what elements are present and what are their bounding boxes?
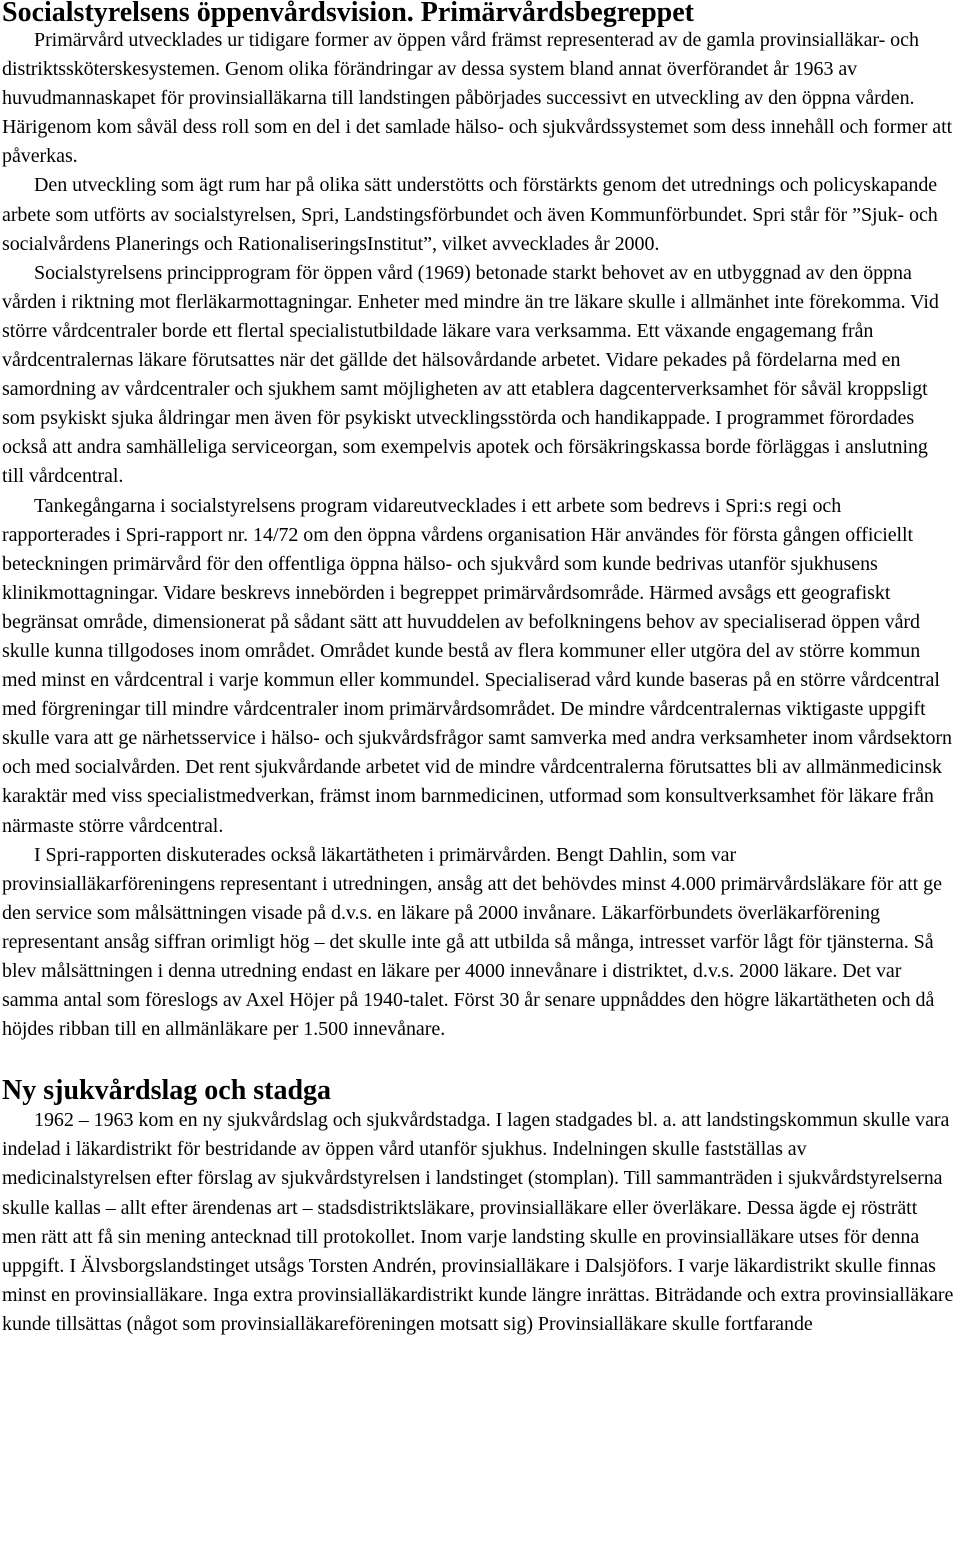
- paragraph: Den utveckling som ägt rum har på olika sätt understötts och förstärkts genom det utrednings och policyskapande arbete som utförts av socialstyrelsen, Spri, Landstingsförbundet och även Kommunförbundet. Spri står för ”Sjuk- och socialvårdens Planerings och RationaliseringsInstitut”, vilket avvecklades år 2000.: [2, 174, 938, 255]
- section-heading-primarvard: Socialstyrelsens öppenvårdsvision. Primärvårdsbegreppet: [2, 0, 694, 28]
- paragraph: I Spri-rapporten diskuterades också läkartätheten i primärvården. Bengt Dahlin, som var provinsialläkarföreningens representant i utredningen, ansåg att det behövdes minst 4.000 primärvårdsläkare för att ge den service som målsättningen visade på d.v.s. en läkare på 2000 invånare. Läkarförbundets överläkarförening representant ansåg siffran orimligt hög – det skulle inte gå att utbilda så många, intresset varför lågt för tjänsterna. Så blev målsättningen i denna utredning endast en läkare per 4000 innevånare i distriktet, d.v.s. 2000 läkare. Det var samma antal som föreslogs av Axel Höjer på 1940-talet. Först 30 år senare uppnåddes den högre läkartätheten och då höjdes ribban till en allmänläkare per 1.500 innevånare.: [2, 843, 942, 1041]
- section-heading-sjukvardslag: Ny sjukvårdslag och stadga: [2, 1075, 332, 1107]
- paragraph: 1962 – 1963 kom en ny sjukvårdslag och sjukvårdstadga. I lagen stadgades bl. a. att landstingskommun skulle vara indelad i läkardistrikt för bestridande av öppen vård utanför sjukhus. Indelningen skulle fastställas av medicinalstyrelsen efter förslag av sjukvårdstyrelsen i landstinget (stomplan). Till sammanträden i sjukvårdstyrelserna skulle kallas – allt efter ärendenas art – stadsdistriktsläkare, provinsialläkare eller överläkare. Dessa ägde ej rösträtt men rätt att få sin mening antecknad till protokollet. Inom varje landsting skulle en provinsialläkare utses för denna uppgift. I Älvsborgslandstinget utsågs Torsten Andrén, provinsialläkare i Dalsjöfors. I varje läkardistrikt skulle finnas minst en provinsialläkare. Inga extra provinsialläkardistrikt kunde längre inrättas. Biträdande och extra provinsialläkare kunde tillsättas (något som provinsialläkareföreningen motsatt sig) Provinsialläkare skulle fortfarande: [2, 1109, 954, 1335]
- paragraph: Primärvård utvecklades ur tidigare former av öppen vård främst representerad av de gamla provinsialläkar- och distriktssköterskesystemen. Genom olika förändringar av dessa system bland annat överförandet år 1963 av huvudmannaskapet för provinsialläkarna till landstingen påbörjades successivt en utveckling av den öppna vården. Härigenom kom såväl dess roll som en del i det samlade hälso- och sjukvårdssystemet som dess innehåll och former att påverkas.: [2, 29, 953, 168]
- paragraph: Socialstyrelsens principprogram för öppen vård (1969) betonade starkt behovet av en utbyggnad av den öppna vården i riktning mot flerläkarmottagningar. Enheter med mindre än tre läkare skulle i allmänhet inte förekomma. Vid större vårdcentraler borde ett flertal specialistutbildade läkare vara verksamma. Ett växande engagemang från vårdcentralernas läkare förutsattes när det gällde det hälsovårdande arbetet. Vidare pekades på fördelarna med en samordning av vårdcentraler och sjukhem samt möjligheten av att etablera dagcenterverksamhet för såväl kroppsligt som psykiskt sjuka åldringar men även för psykiskt utvecklingsstörda och handikappade. I programmet förordades också att andra samhälleliga serviceorgan, som exempelvis apotek och försäkringskassa borde förläggas i anslutning till vårdcentral.: [2, 261, 939, 488]
- section-body-sjukvardslag: [2, 1106, 954, 1339]
- paragraph: Tankegångarna i socialstyrelsens program vidareutvecklades i ett arbete som bedrevs i Spri:s regi och rapporterades i Spri-rapport nr. 14/72 om den öppna vårdens organisation Här användes för första gången officiellt beteckningen primärvård för den offentliga öppna hälso- och sjukvård som kunde bedrivas utanför sjukhusens klinikmottagningar. Vidare beskrevs innebörden i begreppet primärvårdsområde. Härmed avsågs ett geografiskt begränsat område, dimensionerat på sådant sätt att huvuddelen av befolkningens behov av specialiserad öppen vård skulle kunna tillgodoses inom området. Området kunde bestå av flera kommuner eller utgöra del av större kommun med minst en vårdcentral i varje kommun eller kommundel. Specialiserad vård kunde baseras på en större vårdcentral med förgreningar till mindre vårdcentraler inom primärvårdsområdet. De mindre vårdcentralernas viktigaste uppgift skulle vara att ge närhetsservice i hälso- och sjukvårdsfrågor samt samverka med andra verksamheter inom vårdsektorn och med socialvården. Det rent sjukvårdande arbetet vid de mindre vårdcentralerna förutsattes bli av allmänmedicinsk karaktär med viss specialistmedverkan, främst inom barnmedicinen, utformad som konsultverksamhet för läkare från närmaste större vårdcentral.: [2, 494, 952, 837]
- section-body-primarvard: [2, 26, 954, 1044]
